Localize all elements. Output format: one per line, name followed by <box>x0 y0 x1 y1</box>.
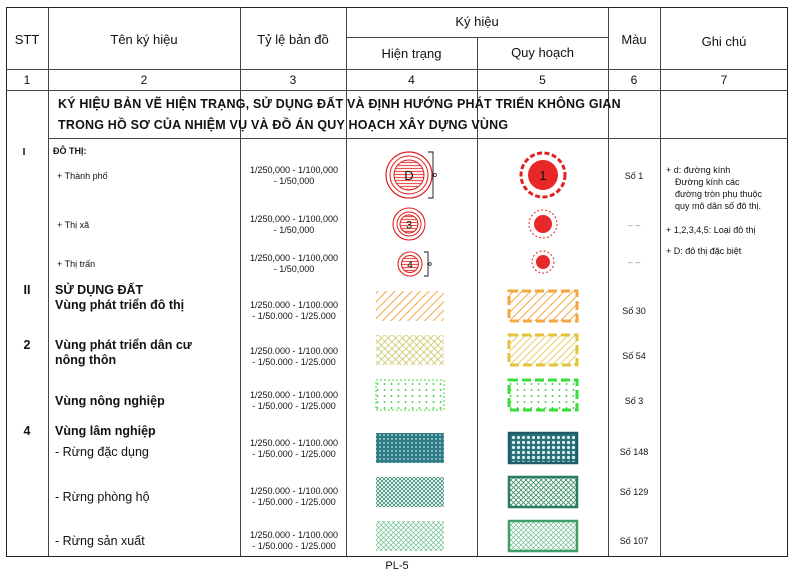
color-town: – – <box>627 220 641 230</box>
agri-current-swatch <box>376 380 444 410</box>
note-urban-class: + 1,2,3,4,5: Loại đô thị <box>666 225 756 235</box>
col-number: 5 <box>539 73 546 87</box>
col-number: 3 <box>289 73 297 87</box>
color-agri: Số 3 <box>624 396 644 406</box>
row-divider <box>48 138 788 139</box>
row-divider <box>6 69 788 70</box>
special-forest-planning-swatch <box>509 433 577 463</box>
header-scale: Tỷ lệ bản đồ <box>257 32 329 47</box>
note-diameter-desc: đường tròn phụ thuộc <box>675 189 762 199</box>
note-diameter: + d: đường kính <box>666 165 731 175</box>
urban-group-title: ĐÔ THỊ: <box>53 146 87 156</box>
col-number: 2 <box>140 73 148 87</box>
production-forest-planning-swatch <box>509 521 577 551</box>
urban-dev-current-swatch <box>376 291 444 321</box>
town-planning-dot <box>534 215 552 233</box>
row-scale-city: 1/250,000 - 1/100,000 - 1/50,000 <box>249 165 339 186</box>
stt-urban: I <box>22 147 26 158</box>
row-name-agri: Vùng nông nghiệp <box>55 394 165 408</box>
col-number: 1 <box>23 73 31 87</box>
urban-planning-symbols <box>477 140 608 285</box>
note-special-city: + D: đô thị đặc biệt <box>666 246 742 256</box>
town-symbol-number: 3 <box>405 219 413 232</box>
row-name-township: + Thị trấn <box>57 259 96 269</box>
stt-forest: 4 <box>23 424 31 438</box>
row-scale-township: 1/250,000 - 1/100,000 - 1/50,000 <box>249 253 339 274</box>
page-number: PL-5 <box>385 560 409 572</box>
note-diameter-desc: Đường kính các <box>675 177 740 187</box>
rural-planning-swatch <box>509 335 577 365</box>
row-scale-rural: 1/250.000 - 1/100.000 - 1/50.000 - 1/25.000 <box>249 346 339 367</box>
row-scale-town: 1/250,000 - 1/100,000 - 1/50,000 <box>249 214 339 235</box>
row-name-protection-forest: - Rừng phòng hộ <box>55 490 150 504</box>
row-divider <box>6 90 788 91</box>
color-rural: Số 54 <box>622 351 646 361</box>
header-current: Hiện trạng <box>381 46 442 61</box>
production-forest-current-swatch <box>376 521 444 551</box>
urban-current-symbols <box>346 140 477 285</box>
protection-forest-planning-swatch <box>509 477 577 507</box>
row-name-urban-dev: Vùng phát triển đô thị <box>55 298 185 312</box>
color-urban-dev: Số 30 <box>622 306 646 316</box>
row-scale-protection-forest: 1/250.000 - 1/100.000 - 1/50.000 - 1/25.000 <box>249 486 339 507</box>
header-stt: STT <box>14 32 40 47</box>
header-name: Tên ký hiệu <box>110 32 178 47</box>
header-color: Màu <box>621 32 647 47</box>
row-scale-agri: 1/250.000 - 1/100.000 - 1/50.000 - 1/25.000 <box>249 390 339 411</box>
row-name-rural: Vùng phát triển dân cư <box>55 338 192 352</box>
protection-forest-current-swatch <box>376 477 444 507</box>
stt-land: II <box>23 283 31 297</box>
row-name-rural-2: nông thôn <box>55 353 117 367</box>
color-special-forest: Số 148 <box>619 447 649 457</box>
header-symbol: Ký hiệu <box>455 14 499 29</box>
color-production-forest: Số 107 <box>619 536 649 546</box>
col-number: 7 <box>720 73 728 87</box>
row-scale-production-forest: 1/250.000 - 1/100.000 - 1/50.000 - 1/25.000 <box>249 530 339 551</box>
row-divider <box>346 37 608 38</box>
row-name-special-forest: - Rừng đặc dụng <box>55 445 149 459</box>
section-title-line1: KÝ HIỆU BẢN VẼ HIỆN TRẠNG, SỬ DỤNG ĐẤT VÀ ĐỊNH HƯỚNG PHÁT TRIỂN KHÔNG GIAN <box>58 97 621 111</box>
row-name-city: + Thành phố <box>57 171 108 181</box>
diameter-bracket-icon <box>424 252 428 276</box>
city-planning-number: 1 <box>539 168 547 183</box>
color-city: Số 1 <box>624 171 644 181</box>
urban-dev-planning-swatch <box>509 291 577 321</box>
col-number: 6 <box>630 73 638 87</box>
color-township: – – <box>627 257 641 267</box>
city-symbol-letter: D <box>404 168 414 183</box>
township-planning-dot <box>536 255 550 269</box>
row-name-forest: Vùng lâm nghiệp <box>55 424 156 438</box>
row-scale-special-forest: 1/250.000 - 1/100.000 - 1/50.000 - 1/25.000 <box>249 438 339 459</box>
col-number: 4 <box>408 73 415 87</box>
land-use-swatches <box>346 285 608 555</box>
agri-planning-swatch <box>509 380 577 410</box>
township-symbol-number: 4 <box>407 260 413 271</box>
row-scale-urban-dev: 1/250.000 - 1/100.000 - 1/50.000 - 1/25.000 <box>249 300 339 321</box>
stt-rural: 2 <box>23 338 31 352</box>
header-planning: Quy hoạch <box>511 45 574 60</box>
row-name-production-forest: - Rừng sản xuất <box>55 534 145 548</box>
color-protection-forest: Số 129 <box>619 487 649 497</box>
land-group-title: SỬ DỤNG ĐẤT <box>55 283 144 297</box>
header-note: Ghi chú <box>701 34 747 49</box>
note-diameter-desc: quy mô dân số đô thị. <box>675 201 762 211</box>
special-forest-current-swatch <box>376 433 444 463</box>
row-name-town: + Thị xã <box>57 220 90 230</box>
section-title-line2: TRONG HỒ SƠ CỦA NHIỆM VỤ VÀ ĐỒ ÁN QUY HOẠCH XÂY DỰNG VÙNG <box>58 118 509 132</box>
